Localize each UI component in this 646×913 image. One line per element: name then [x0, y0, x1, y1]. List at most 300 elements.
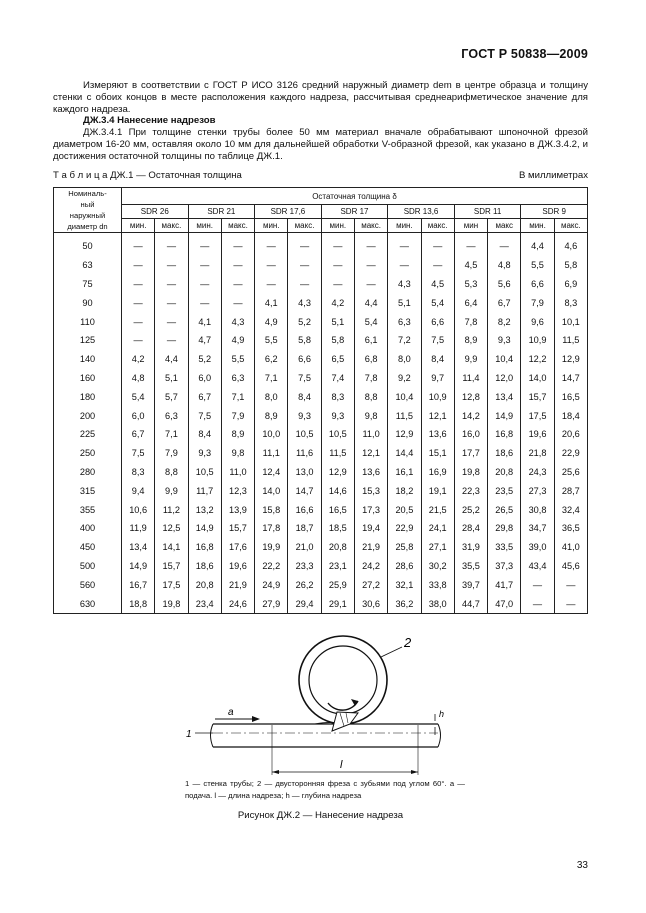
- thickness-cell: 6,9: [554, 275, 587, 294]
- thickness-cell: 7,1: [221, 387, 254, 406]
- thickness-cell: 23,4: [188, 594, 221, 613]
- dim-arrow-right: [411, 770, 418, 774]
- figure-caption: Рисунок ДЖ.2 — Нанесение надреза: [237, 810, 404, 821]
- table-row: [54, 275, 588, 294]
- thickness-cell: 18,7: [288, 519, 321, 538]
- thickness-cell: 28,6: [388, 557, 421, 576]
- thickness-cell: 14,7: [554, 369, 587, 388]
- dim-arrow-left: [272, 770, 279, 774]
- thickness-cell: 13,6: [421, 425, 454, 444]
- thickness-cell: 17,5: [521, 406, 554, 425]
- thickness-cell: 45,6: [554, 557, 587, 576]
- min-max-header: мин.: [255, 219, 288, 233]
- thickness-cell: 11,7: [188, 481, 221, 500]
- paragraph-notching: ДЖ.3.4.1 При толщине стенки трубы более 50 мм материал вначале обрабатывают шпоночной фрезой диаметром 16-20 мм, оставляя около 10 мм для дальнейшей обработки V-образной фрезой, как указано в ДЖ.3.4.2, и достижения остаточной толщины по таблице ДЖ.1.: [53, 127, 588, 163]
- thickness-cell: 29,8: [488, 519, 521, 538]
- thickness-cell: 15,7: [521, 387, 554, 406]
- thickness-cell: 4,6: [554, 233, 587, 256]
- thickness-cell: 24,2: [354, 557, 387, 576]
- label-2: 2: [404, 635, 412, 650]
- thickness-cell: 6,6: [421, 312, 454, 331]
- thickness-cell: 5,2: [288, 312, 321, 331]
- thickness-cell: —: [388, 256, 421, 275]
- thickness-cell: 14,9: [122, 557, 155, 576]
- thickness-cell: 4,4: [354, 293, 387, 312]
- thickness-cell: 31,9: [454, 538, 487, 557]
- thickness-cell: 22,3: [454, 481, 487, 500]
- thickness-cell: 21,5: [421, 500, 454, 519]
- min-max-header: макс.: [221, 219, 254, 233]
- thickness-cell: 6,4: [454, 293, 487, 312]
- thickness-cell: 6,7: [122, 425, 155, 444]
- thickness-cell: 10,9: [521, 331, 554, 350]
- table-row: [54, 519, 588, 538]
- min-max-header: мин.: [188, 219, 221, 233]
- thickness-cell: —: [188, 233, 221, 256]
- table-row: [54, 463, 588, 482]
- diameter-cell: 90: [54, 293, 122, 312]
- sdr-header: SDR 9: [521, 205, 588, 219]
- thickness-cell: 8,8: [354, 387, 387, 406]
- thickness-cell: 11,5: [388, 406, 421, 425]
- thickness-cell: 5,8: [554, 256, 587, 275]
- thickness-cell: —: [288, 233, 321, 256]
- thickness-cell: 7,2: [388, 331, 421, 350]
- thickness-cell: —: [188, 256, 221, 275]
- thickness-cell: 21,8: [521, 444, 554, 463]
- thickness-cell: 29,1: [321, 594, 354, 613]
- thickness-cell: 23,5: [488, 481, 521, 500]
- thickness-cell: —: [421, 256, 454, 275]
- table-row: [54, 369, 588, 388]
- thickness-cell: 7,5: [421, 331, 454, 350]
- table-units: В миллиметрах: [518, 170, 588, 181]
- thickness-cell: 5,4: [354, 312, 387, 331]
- thickness-cell: 9,3: [288, 406, 321, 425]
- thickness-cell: 19,6: [221, 557, 254, 576]
- diameter-cell: 450: [54, 538, 122, 557]
- thickness-cell: 12,9: [321, 463, 354, 482]
- sdr-header: SDR 13,6: [388, 205, 455, 219]
- thickness-cell: 4,3: [221, 312, 254, 331]
- thickness-cell: 8,4: [421, 350, 454, 369]
- min-max-header: макс: [488, 219, 521, 233]
- thickness-cell: 20,8: [321, 538, 354, 557]
- thickness-cell: 8,0: [388, 350, 421, 369]
- thickness-cell: 10,5: [188, 463, 221, 482]
- thickness-cell: 30,2: [421, 557, 454, 576]
- thickness-cell: —: [288, 275, 321, 294]
- thickness-cell: 5,8: [321, 331, 354, 350]
- label-h: h: [439, 709, 445, 719]
- thickness-cell: 39,0: [521, 538, 554, 557]
- thickness-cell: 7,5: [288, 369, 321, 388]
- thickness-cell: 12,4: [255, 463, 288, 482]
- diameter-cell: 315: [54, 481, 122, 500]
- thickness-cell: 5,5: [521, 256, 554, 275]
- min-max-header: мин.: [321, 219, 354, 233]
- thickness-cell: 9,8: [354, 406, 387, 425]
- thickness-cell: 27,1: [421, 538, 454, 557]
- thickness-cell: —: [188, 293, 221, 312]
- table-row: [54, 331, 588, 350]
- thickness-cell: 4,8: [488, 256, 521, 275]
- group-header-thickness: Остаточная толщина δ: [122, 188, 588, 205]
- thickness-cell: 6,2: [255, 350, 288, 369]
- cutter-tooth: [332, 712, 358, 731]
- thickness-cell: 10,5: [321, 425, 354, 444]
- thickness-cell: 24,9: [255, 575, 288, 594]
- diameter-cell: 140: [54, 350, 122, 369]
- thickness-cell: 18,6: [488, 444, 521, 463]
- thickness-cell: 10,0: [255, 425, 288, 444]
- thickness-cell: 8,3: [321, 387, 354, 406]
- thickness-cell: 13,6: [354, 463, 387, 482]
- thickness-cell: 4,9: [255, 312, 288, 331]
- thickness-cell: —: [354, 275, 387, 294]
- thickness-cell: 9,3: [321, 406, 354, 425]
- cutter-inner: [309, 646, 377, 714]
- thickness-cell: 10,6: [122, 500, 155, 519]
- thickness-cell: 11,5: [321, 444, 354, 463]
- thickness-cell: 9,3: [488, 331, 521, 350]
- thickness-cell: 19,8: [155, 594, 188, 613]
- thickness-cell: 4,4: [155, 350, 188, 369]
- thickness-cell: 5,5: [221, 350, 254, 369]
- thickness-cell: 7,9: [521, 293, 554, 312]
- thickness-cell: —: [122, 312, 155, 331]
- thickness-cell: 7,5: [122, 444, 155, 463]
- thickness-cell: 8,9: [221, 425, 254, 444]
- thickness-cell: 22,9: [554, 444, 587, 463]
- thickness-cell: —: [255, 256, 288, 275]
- break-right: [438, 724, 441, 747]
- thickness-cell: 18,8: [122, 594, 155, 613]
- table-row: [54, 594, 588, 613]
- thickness-cell: 7,4: [321, 369, 354, 388]
- leader-2: [381, 647, 402, 657]
- thickness-cell: 8,3: [554, 293, 587, 312]
- thickness-cell: 20,8: [488, 463, 521, 482]
- thickness-cell: 13,4: [122, 538, 155, 557]
- thickness-cell: 7,1: [255, 369, 288, 388]
- thickness-cell: 47,0: [488, 594, 521, 613]
- thickness-cell: 13,9: [221, 500, 254, 519]
- sdr-header: SDR 26: [122, 205, 189, 219]
- diameter-cell: 400: [54, 519, 122, 538]
- thickness-cell: 5,4: [421, 293, 454, 312]
- thickness-cell: —: [155, 312, 188, 331]
- diameter-cell: 355: [54, 500, 122, 519]
- diameter-cell: 63: [54, 256, 122, 275]
- table-row: [54, 312, 588, 331]
- thickness-cell: 6,0: [188, 369, 221, 388]
- table-row: [54, 256, 588, 275]
- thickness-cell: 4,2: [321, 293, 354, 312]
- thickness-cell: 7,9: [221, 406, 254, 425]
- thickness-cell: 39,7: [454, 575, 487, 594]
- thickness-cell: 10,1: [554, 312, 587, 331]
- thickness-cell: 12,9: [554, 350, 587, 369]
- table-row: [54, 350, 588, 369]
- thickness-cell: 25,2: [454, 500, 487, 519]
- thickness-cell: 6,3: [221, 369, 254, 388]
- thickness-cell: 18,5: [321, 519, 354, 538]
- thickness-cell: 24,1: [421, 519, 454, 538]
- thickness-cell: 27,3: [521, 481, 554, 500]
- thickness-cell: —: [388, 233, 421, 256]
- thickness-cell: —: [255, 233, 288, 256]
- thickness-cell: 7,8: [454, 312, 487, 331]
- thickness-cell: 12,9: [388, 425, 421, 444]
- thickness-cell: 11,0: [221, 463, 254, 482]
- thickness-cell: 11,2: [155, 500, 188, 519]
- thickness-cell: 17,8: [255, 519, 288, 538]
- thickness-cell: 26,5: [488, 500, 521, 519]
- thickness-cell: —: [221, 256, 254, 275]
- thickness-cell: —: [421, 233, 454, 256]
- thickness-cell: 41,7: [488, 575, 521, 594]
- thickness-cell: 20,8: [188, 575, 221, 594]
- thickness-cell: —: [554, 594, 587, 613]
- diameter-cell: 280: [54, 463, 122, 482]
- thickness-cell: 26,2: [288, 575, 321, 594]
- thickness-cell: 18,6: [188, 557, 221, 576]
- label-l: l: [340, 759, 343, 771]
- min-max-header: макс.: [288, 219, 321, 233]
- thickness-cell: 8,4: [188, 425, 221, 444]
- diameter-cell: 200: [54, 406, 122, 425]
- thickness-cell: 4,4: [521, 233, 554, 256]
- thickness-cell: 16,8: [188, 538, 221, 557]
- thickness-cell: —: [321, 275, 354, 294]
- thickness-cell: 30,8: [521, 500, 554, 519]
- thickness-cell: 34,7: [521, 519, 554, 538]
- diameter-cell: 560: [54, 575, 122, 594]
- diameter-cell: 160: [54, 369, 122, 388]
- thickness-cell: 27,9: [255, 594, 288, 613]
- thickness-cell: 7,8: [354, 369, 387, 388]
- thickness-cell: 12,3: [221, 481, 254, 500]
- thickness-cell: 6,5: [321, 350, 354, 369]
- thickness-cell: 14,9: [488, 406, 521, 425]
- thickness-cell: —: [122, 233, 155, 256]
- min-max-header: мин.: [521, 219, 554, 233]
- thickness-cell: 12,0: [488, 369, 521, 388]
- thickness-cell: 19,1: [421, 481, 454, 500]
- thickness-cell: 25,8: [388, 538, 421, 557]
- document-code: ГОСТ Р 50838—2009: [461, 47, 588, 61]
- thickness-cell: —: [122, 275, 155, 294]
- min-max-header: мин.: [122, 219, 155, 233]
- table-row: [54, 387, 588, 406]
- thickness-cell: 6,6: [288, 350, 321, 369]
- thickness-cell: —: [122, 331, 155, 350]
- thickness-cell: 32,4: [554, 500, 587, 519]
- thickness-cell: 4,1: [188, 312, 221, 331]
- thickness-cell: 22,2: [255, 557, 288, 576]
- thickness-cell: —: [288, 256, 321, 275]
- thickness-cell: 17,3: [354, 500, 387, 519]
- thickness-cell: —: [155, 256, 188, 275]
- thickness-cell: 16,5: [554, 387, 587, 406]
- thickness-cell: 8,9: [255, 406, 288, 425]
- thickness-cell: 12,8: [454, 387, 487, 406]
- thickness-cell: 14,4: [388, 444, 421, 463]
- diameter-cell: 250: [54, 444, 122, 463]
- diameter-cell: 75: [54, 275, 122, 294]
- thickness-cell: 13,2: [188, 500, 221, 519]
- thickness-cell: 10,5: [288, 425, 321, 444]
- thickness-cell: —: [321, 256, 354, 275]
- thickness-cell: 20,5: [388, 500, 421, 519]
- thickness-cell: 30,6: [354, 594, 387, 613]
- thickness-cell: 15,8: [255, 500, 288, 519]
- sdr-header: SDR 11: [454, 205, 521, 219]
- thickness-cell: —: [221, 275, 254, 294]
- thickness-cell: 12,1: [354, 444, 387, 463]
- break-left: [211, 724, 214, 747]
- thickness-cell: 11,6: [288, 444, 321, 463]
- thickness-cell: —: [122, 256, 155, 275]
- min-max-header: мин: [454, 219, 487, 233]
- thickness-cell: —: [521, 594, 554, 613]
- thickness-cell: 18,2: [388, 481, 421, 500]
- thickness-cell: 14,6: [321, 481, 354, 500]
- table-row: [54, 481, 588, 500]
- thickness-cell: 38,0: [421, 594, 454, 613]
- thickness-cell: 14,7: [288, 481, 321, 500]
- residual-thickness-table: [53, 187, 588, 614]
- thickness-cell: 22,9: [388, 519, 421, 538]
- thickness-cell: 29,4: [288, 594, 321, 613]
- section-title: ДЖ.3.4 Нанесение надрезов: [83, 115, 216, 126]
- thickness-cell: 16,5: [321, 500, 354, 519]
- thickness-cell: 17,5: [155, 575, 188, 594]
- thickness-cell: 7,9: [155, 444, 188, 463]
- thickness-cell: —: [354, 233, 387, 256]
- thickness-cell: 25,6: [554, 463, 587, 482]
- thickness-cell: 9,9: [155, 481, 188, 500]
- thickness-cell: 19,4: [354, 519, 387, 538]
- thickness-cell: 32,1: [388, 575, 421, 594]
- min-max-header: макс.: [354, 219, 387, 233]
- thickness-cell: 9,4: [122, 481, 155, 500]
- thickness-cell: 5,8: [288, 331, 321, 350]
- thickness-cell: 9,8: [221, 444, 254, 463]
- thickness-cell: —: [521, 575, 554, 594]
- thickness-cell: 9,7: [421, 369, 454, 388]
- thickness-cell: 5,5: [255, 331, 288, 350]
- thickness-cell: 4,5: [454, 256, 487, 275]
- thickness-cell: —: [221, 233, 254, 256]
- thickness-cell: 6,1: [354, 331, 387, 350]
- thickness-cell: 11,4: [454, 369, 487, 388]
- feed-arrowhead: [252, 716, 260, 722]
- table-row: [54, 233, 588, 256]
- thickness-cell: 5,4: [122, 387, 155, 406]
- thickness-cell: 7,1: [155, 425, 188, 444]
- thickness-cell: 8,9: [454, 331, 487, 350]
- thickness-cell: 6,7: [188, 387, 221, 406]
- min-max-header: макс.: [554, 219, 587, 233]
- table-row: [54, 444, 588, 463]
- diameter-cell: 50: [54, 233, 122, 256]
- thickness-cell: 14,0: [255, 481, 288, 500]
- thickness-cell: 4,2: [122, 350, 155, 369]
- thickness-cell: —: [554, 575, 587, 594]
- thickness-cell: 13,0: [288, 463, 321, 482]
- table-row: [54, 538, 588, 557]
- table-row: [54, 406, 588, 425]
- thickness-cell: 11,0: [354, 425, 387, 444]
- rotation-arrowhead: [351, 699, 358, 706]
- thickness-cell: 11,1: [255, 444, 288, 463]
- thickness-cell: —: [155, 331, 188, 350]
- thickness-cell: 14,1: [155, 538, 188, 557]
- thickness-cell: —: [354, 256, 387, 275]
- thickness-cell: 16,0: [454, 425, 487, 444]
- page-number: 33: [576, 860, 588, 871]
- thickness-cell: 9,3: [188, 444, 221, 463]
- thickness-cell: 23,1: [321, 557, 354, 576]
- notching-figure: [180, 625, 480, 775]
- table-row: [54, 575, 588, 594]
- thickness-cell: 5,7: [155, 387, 188, 406]
- diameter-cell: 630: [54, 594, 122, 613]
- min-max-header: мин.: [388, 219, 421, 233]
- thickness-cell: 8,0: [255, 387, 288, 406]
- thickness-cell: 6,8: [354, 350, 387, 369]
- thickness-cell: 16,9: [421, 463, 454, 482]
- thickness-cell: 12,1: [421, 406, 454, 425]
- thickness-cell: 14,9: [188, 519, 221, 538]
- thickness-cell: 6,7: [488, 293, 521, 312]
- table-row: [54, 557, 588, 576]
- thickness-cell: 8,3: [122, 463, 155, 482]
- diameter-cell: 225: [54, 425, 122, 444]
- thickness-cell: —: [122, 293, 155, 312]
- label-1: 1: [186, 729, 192, 740]
- thickness-cell: 24,3: [521, 463, 554, 482]
- sdr-header: SDR 17: [321, 205, 388, 219]
- min-max-header: макс.: [421, 219, 454, 233]
- thickness-cell: —: [155, 293, 188, 312]
- thickness-cell: 16,6: [288, 500, 321, 519]
- thickness-cell: —: [255, 275, 288, 294]
- thickness-cell: 19,8: [454, 463, 487, 482]
- thickness-cell: —: [321, 233, 354, 256]
- thickness-cell: 15,7: [155, 557, 188, 576]
- figure-legend: 1 — стенка трубы; 2 — двусторонняя фреза с зубьями под углом 60°. a — подача. l — длина надреза; h — глубина надреза: [185, 779, 465, 800]
- thickness-cell: 10,4: [488, 350, 521, 369]
- thickness-cell: 9,6: [521, 312, 554, 331]
- thickness-cell: 28,7: [554, 481, 587, 500]
- thickness-cell: 27,2: [354, 575, 387, 594]
- thickness-cell: 16,1: [388, 463, 421, 482]
- thickness-cell: 33,8: [421, 575, 454, 594]
- thickness-cell: 28,4: [454, 519, 487, 538]
- label-a: a: [228, 707, 234, 718]
- thickness-cell: 15,3: [354, 481, 387, 500]
- thickness-cell: 17,7: [454, 444, 487, 463]
- thickness-cell: 6,3: [155, 406, 188, 425]
- thickness-cell: 24,6: [221, 594, 254, 613]
- thickness-cell: 5,1: [388, 293, 421, 312]
- thickness-cell: 14,2: [454, 406, 487, 425]
- thickness-cell: 4,9: [221, 331, 254, 350]
- thickness-cell: 36,5: [554, 519, 587, 538]
